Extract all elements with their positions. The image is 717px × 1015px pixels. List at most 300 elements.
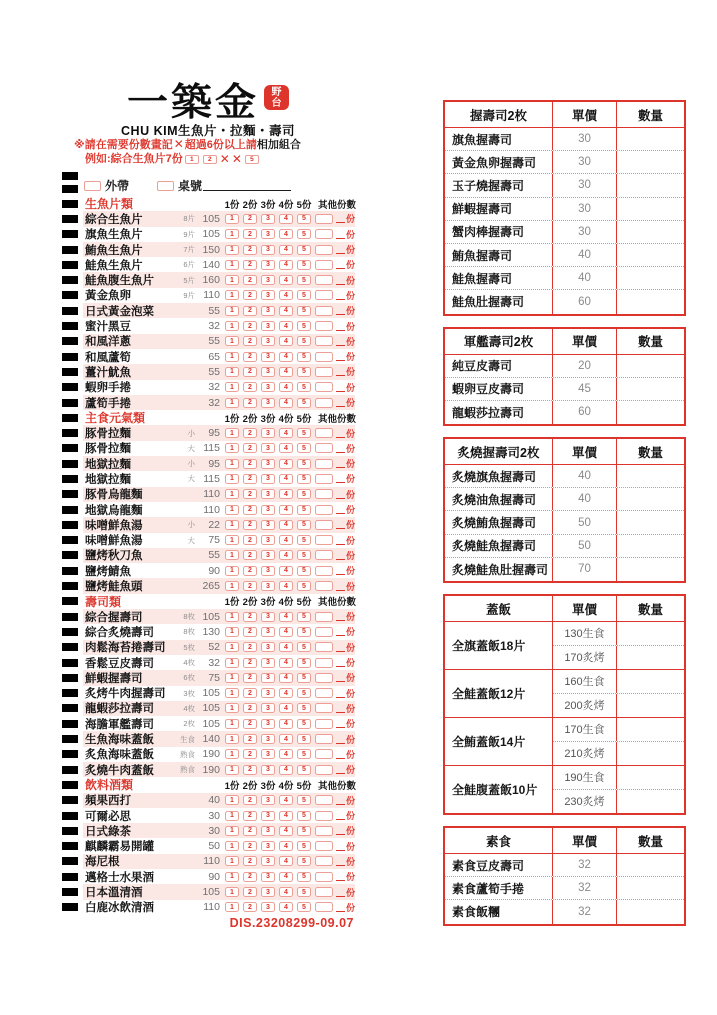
other-portion-input[interactable] xyxy=(336,536,345,545)
other-portion-input[interactable] xyxy=(336,643,345,652)
portion-box-other[interactable] xyxy=(315,443,333,453)
portion-box-4[interactable]: 4 xyxy=(279,443,293,453)
portion-box-4[interactable]: 4 xyxy=(279,321,293,331)
portion-box-3[interactable]: 3 xyxy=(261,428,275,438)
other-portion-input[interactable] xyxy=(336,765,345,774)
portion-box-2[interactable]: 2 xyxy=(243,382,257,392)
portion-box-4[interactable]: 4 xyxy=(279,382,293,392)
portion-box-5[interactable]: 5 xyxy=(297,749,311,759)
other-portion-input[interactable] xyxy=(336,490,345,499)
portion-box-4[interactable]: 4 xyxy=(279,428,293,438)
portion-box-5[interactable]: 5 xyxy=(297,535,311,545)
portion-box-other[interactable] xyxy=(315,382,333,392)
portion-box-3[interactable]: 3 xyxy=(261,627,275,637)
portion-box-5[interactable]: 5 xyxy=(297,688,311,698)
portion-box-3[interactable]: 3 xyxy=(261,275,275,285)
portion-box-4[interactable]: 4 xyxy=(279,459,293,469)
portion-box-5[interactable]: 5 xyxy=(297,841,311,851)
other-portion-input[interactable] xyxy=(336,658,345,667)
other-portion-input[interactable] xyxy=(336,750,345,759)
portion-box-3[interactable]: 3 xyxy=(261,306,275,316)
portion-box-5[interactable]: 5 xyxy=(297,719,311,729)
portion-box-1[interactable]: 1 xyxy=(225,520,239,530)
portion-box-2[interactable]: 2 xyxy=(243,505,257,515)
portion-box-other[interactable] xyxy=(315,688,333,698)
portion-box-1[interactable]: 1 xyxy=(225,275,239,285)
quantity-cell[interactable] xyxy=(617,790,684,814)
portion-box-4[interactable]: 4 xyxy=(279,550,293,560)
portion-box-1[interactable]: 1 xyxy=(225,260,239,270)
quantity-cell[interactable] xyxy=(617,535,684,557)
portion-box-other[interactable] xyxy=(315,550,333,560)
portion-box-other[interactable] xyxy=(315,229,333,239)
portion-box-5[interactable]: 5 xyxy=(297,336,311,346)
portion-box-2[interactable]: 2 xyxy=(243,459,257,469)
other-portion-input[interactable] xyxy=(336,857,345,866)
portion-box-other[interactable] xyxy=(315,428,333,438)
portion-box-5[interactable]: 5 xyxy=(297,734,311,744)
portion-box-2[interactable]: 2 xyxy=(243,872,257,882)
portion-box-1[interactable]: 1 xyxy=(225,474,239,484)
portion-box-5[interactable]: 5 xyxy=(297,367,311,377)
quantity-cell[interactable] xyxy=(617,718,684,741)
portion-box-3[interactable]: 3 xyxy=(261,382,275,392)
portion-box-3[interactable]: 3 xyxy=(261,550,275,560)
portion-box-2[interactable]: 2 xyxy=(243,290,257,300)
portion-box-2[interactable]: 2 xyxy=(243,535,257,545)
portion-box-4[interactable]: 4 xyxy=(279,688,293,698)
portion-box-other[interactable] xyxy=(315,749,333,759)
portion-box-other[interactable] xyxy=(315,719,333,729)
portion-box-4[interactable]: 4 xyxy=(279,627,293,637)
portion-box-4[interactable]: 4 xyxy=(279,245,293,255)
quantity-cell[interactable] xyxy=(617,854,684,876)
portion-box-2[interactable]: 2 xyxy=(243,826,257,836)
portion-box-2[interactable]: 2 xyxy=(243,902,257,912)
other-portion-input[interactable] xyxy=(336,872,345,881)
portion-box-other[interactable] xyxy=(315,275,333,285)
portion-box-other[interactable] xyxy=(315,290,333,300)
portion-box-2[interactable]: 2 xyxy=(243,275,257,285)
quantity-cell[interactable] xyxy=(617,488,684,510)
portion-box-1[interactable]: 1 xyxy=(225,872,239,882)
portion-box-1[interactable]: 1 xyxy=(225,214,239,224)
portion-box-5[interactable]: 5 xyxy=(297,566,311,576)
portion-box-3[interactable]: 3 xyxy=(261,765,275,775)
portion-box-4[interactable]: 4 xyxy=(279,703,293,713)
portion-box-1[interactable]: 1 xyxy=(225,688,239,698)
portion-box-1[interactable]: 1 xyxy=(225,765,239,775)
portion-box-5[interactable]: 5 xyxy=(297,795,311,805)
takeout-checkbox[interactable] xyxy=(84,181,101,191)
portion-box-other[interactable] xyxy=(315,505,333,515)
portion-box-3[interactable]: 3 xyxy=(261,505,275,515)
other-portion-input[interactable] xyxy=(336,260,345,269)
portion-box-4[interactable]: 4 xyxy=(279,566,293,576)
portion-box-3[interactable]: 3 xyxy=(261,811,275,821)
portion-box-4[interactable]: 4 xyxy=(279,214,293,224)
portion-box-2[interactable]: 2 xyxy=(243,398,257,408)
portion-box-5[interactable]: 5 xyxy=(297,612,311,622)
portion-box-3[interactable]: 3 xyxy=(261,688,275,698)
portion-box-2[interactable]: 2 xyxy=(243,229,257,239)
portion-box-4[interactable]: 4 xyxy=(279,719,293,729)
portion-box-other[interactable] xyxy=(315,306,333,316)
other-portion-input[interactable] xyxy=(336,230,345,239)
portion-box-4[interactable]: 4 xyxy=(279,734,293,744)
portion-box-1[interactable]: 1 xyxy=(225,703,239,713)
quantity-cell[interactable] xyxy=(617,290,684,313)
portion-box-1[interactable]: 1 xyxy=(225,321,239,331)
portion-box-other[interactable] xyxy=(315,535,333,545)
portion-box-5[interactable]: 5 xyxy=(297,887,311,897)
other-portion-input[interactable] xyxy=(336,398,345,407)
portion-box-1[interactable]: 1 xyxy=(225,398,239,408)
portion-box-3[interactable]: 3 xyxy=(261,535,275,545)
portion-box-5[interactable]: 5 xyxy=(297,658,311,668)
portion-box-5[interactable]: 5 xyxy=(297,474,311,484)
portion-box-other[interactable] xyxy=(315,703,333,713)
other-portion-input[interactable] xyxy=(336,612,345,621)
other-portion-input[interactable] xyxy=(336,903,345,912)
portion-box-other[interactable] xyxy=(315,260,333,270)
portion-box-2[interactable]: 2 xyxy=(243,795,257,805)
portion-box-2[interactable]: 2 xyxy=(243,887,257,897)
quantity-cell[interactable] xyxy=(617,244,684,266)
portion-box-4[interactable]: 4 xyxy=(279,856,293,866)
portion-box-3[interactable]: 3 xyxy=(261,398,275,408)
portion-box-2[interactable]: 2 xyxy=(243,367,257,377)
portion-box-other[interactable] xyxy=(315,673,333,683)
portion-box-1[interactable]: 1 xyxy=(225,489,239,499)
portion-box-1[interactable]: 1 xyxy=(225,229,239,239)
portion-box-1[interactable]: 1 xyxy=(225,505,239,515)
portion-box-1[interactable]: 1 xyxy=(225,535,239,545)
other-portion-input[interactable] xyxy=(336,474,345,483)
portion-box-5[interactable]: 5 xyxy=(297,673,311,683)
portion-box-3[interactable]: 3 xyxy=(261,459,275,469)
portion-box-2[interactable]: 2 xyxy=(243,658,257,668)
portion-box-1[interactable]: 1 xyxy=(225,367,239,377)
portion-box-4[interactable]: 4 xyxy=(279,290,293,300)
portion-box-5[interactable]: 5 xyxy=(297,229,311,239)
portion-box-5[interactable]: 5 xyxy=(297,443,311,453)
portion-box-other[interactable] xyxy=(315,367,333,377)
portion-box-2[interactable]: 2 xyxy=(243,811,257,821)
portion-box-4[interactable]: 4 xyxy=(279,535,293,545)
other-portion-input[interactable] xyxy=(336,627,345,636)
portion-box-5[interactable]: 5 xyxy=(297,214,311,224)
portion-box-2[interactable]: 2 xyxy=(243,321,257,331)
portion-box-3[interactable]: 3 xyxy=(261,229,275,239)
other-portion-input[interactable] xyxy=(336,520,345,529)
portion-box-1[interactable]: 1 xyxy=(225,566,239,576)
quantity-cell[interactable] xyxy=(617,646,684,670)
portion-box-2[interactable]: 2 xyxy=(243,856,257,866)
portion-box-4[interactable]: 4 xyxy=(279,505,293,515)
quantity-cell[interactable] xyxy=(617,355,684,377)
portion-box-1[interactable]: 1 xyxy=(225,749,239,759)
portion-box-2[interactable]: 2 xyxy=(243,642,257,652)
portion-box-5[interactable]: 5 xyxy=(297,811,311,821)
portion-box-2[interactable]: 2 xyxy=(243,581,257,591)
portion-box-other[interactable] xyxy=(315,245,333,255)
portion-box-4[interactable]: 4 xyxy=(279,275,293,285)
portion-box-3[interactable]: 3 xyxy=(261,367,275,377)
other-portion-input[interactable] xyxy=(336,735,345,744)
portion-box-other[interactable] xyxy=(315,336,333,346)
portion-box-5[interactable]: 5 xyxy=(297,826,311,836)
portion-box-other[interactable] xyxy=(315,566,333,576)
other-portion-input[interactable] xyxy=(336,719,345,728)
portion-box-2[interactable]: 2 xyxy=(243,734,257,744)
other-portion-input[interactable] xyxy=(336,673,345,682)
portion-box-2[interactable]: 2 xyxy=(243,703,257,713)
portion-box-other[interactable] xyxy=(315,765,333,775)
portion-box-2[interactable]: 2 xyxy=(243,749,257,759)
portion-box-other[interactable] xyxy=(315,474,333,484)
other-portion-input[interactable] xyxy=(336,367,345,376)
portion-box-5[interactable]: 5 xyxy=(297,321,311,331)
portion-box-1[interactable]: 1 xyxy=(225,826,239,836)
quantity-cell[interactable] xyxy=(617,900,684,923)
portion-box-other[interactable] xyxy=(315,398,333,408)
other-portion-input[interactable] xyxy=(336,444,345,453)
portion-box-5[interactable]: 5 xyxy=(297,703,311,713)
other-portion-input[interactable] xyxy=(336,214,345,223)
portion-box-5[interactable]: 5 xyxy=(297,872,311,882)
portion-box-4[interactable]: 4 xyxy=(279,612,293,622)
portion-box-3[interactable]: 3 xyxy=(261,489,275,499)
portion-box-2[interactable]: 2 xyxy=(243,260,257,270)
table-number-checkbox[interactable] xyxy=(157,181,174,191)
other-portion-input[interactable] xyxy=(336,689,345,698)
portion-box-4[interactable]: 4 xyxy=(279,352,293,362)
portion-box-1[interactable]: 1 xyxy=(225,306,239,316)
portion-box-1[interactable]: 1 xyxy=(225,856,239,866)
portion-box-other[interactable] xyxy=(315,520,333,530)
portion-box-3[interactable]: 3 xyxy=(261,795,275,805)
portion-box-1[interactable]: 1 xyxy=(225,336,239,346)
portion-box-other[interactable] xyxy=(315,321,333,331)
table-number-input[interactable] xyxy=(203,180,291,191)
portion-box-other[interactable] xyxy=(315,459,333,469)
portion-box-2[interactable]: 2 xyxy=(243,336,257,346)
portion-box-1[interactable]: 1 xyxy=(225,719,239,729)
portion-box-4[interactable]: 4 xyxy=(279,306,293,316)
portion-box-2[interactable]: 2 xyxy=(243,352,257,362)
portion-box-1[interactable]: 1 xyxy=(225,795,239,805)
other-portion-input[interactable] xyxy=(336,582,345,591)
portion-box-2[interactable]: 2 xyxy=(243,520,257,530)
portion-box-other[interactable] xyxy=(315,352,333,362)
other-portion-input[interactable] xyxy=(336,826,345,835)
portion-box-4[interactable]: 4 xyxy=(279,260,293,270)
portion-box-3[interactable]: 3 xyxy=(261,856,275,866)
portion-box-2[interactable]: 2 xyxy=(243,550,257,560)
portion-box-4[interactable]: 4 xyxy=(279,642,293,652)
portion-box-1[interactable]: 1 xyxy=(225,459,239,469)
other-portion-input[interactable] xyxy=(336,245,345,254)
portion-box-other[interactable] xyxy=(315,627,333,637)
portion-box-5[interactable]: 5 xyxy=(297,275,311,285)
portion-box-other[interactable] xyxy=(315,841,333,851)
other-portion-input[interactable] xyxy=(336,842,345,851)
quantity-cell[interactable] xyxy=(617,267,684,289)
portion-box-3[interactable]: 3 xyxy=(261,214,275,224)
portion-box-2[interactable]: 2 xyxy=(243,489,257,499)
portion-box-4[interactable]: 4 xyxy=(279,658,293,668)
portion-box-1[interactable]: 1 xyxy=(225,658,239,668)
quantity-cell[interactable] xyxy=(617,622,684,645)
portion-box-3[interactable]: 3 xyxy=(261,520,275,530)
portion-box-3[interactable]: 3 xyxy=(261,321,275,331)
portion-box-3[interactable]: 3 xyxy=(261,336,275,346)
portion-box-5[interactable]: 5 xyxy=(297,260,311,270)
portion-box-3[interactable]: 3 xyxy=(261,581,275,591)
portion-box-3[interactable]: 3 xyxy=(261,872,275,882)
portion-box-1[interactable]: 1 xyxy=(225,245,239,255)
quantity-cell[interactable] xyxy=(617,766,684,789)
portion-box-5[interactable]: 5 xyxy=(297,505,311,515)
other-portion-input[interactable] xyxy=(336,704,345,713)
portion-box-other[interactable] xyxy=(315,734,333,744)
other-portion-input[interactable] xyxy=(336,811,345,820)
quantity-cell[interactable] xyxy=(617,465,684,487)
portion-box-other[interactable] xyxy=(315,811,333,821)
portion-box-1[interactable]: 1 xyxy=(225,673,239,683)
portion-box-4[interactable]: 4 xyxy=(279,581,293,591)
portion-box-other[interactable] xyxy=(315,658,333,668)
portion-box-3[interactable]: 3 xyxy=(261,290,275,300)
portion-box-2[interactable]: 2 xyxy=(243,688,257,698)
portion-box-3[interactable]: 3 xyxy=(261,673,275,683)
other-portion-input[interactable] xyxy=(336,429,345,438)
portion-box-other[interactable] xyxy=(315,581,333,591)
portion-box-2[interactable]: 2 xyxy=(243,765,257,775)
portion-box-5[interactable]: 5 xyxy=(297,489,311,499)
portion-box-4[interactable]: 4 xyxy=(279,887,293,897)
other-portion-input[interactable] xyxy=(336,322,345,331)
portion-box-other[interactable] xyxy=(315,826,333,836)
portion-box-1[interactable]: 1 xyxy=(225,581,239,591)
portion-box-4[interactable]: 4 xyxy=(279,872,293,882)
portion-box-other[interactable] xyxy=(315,902,333,912)
portion-box-2[interactable]: 2 xyxy=(243,443,257,453)
portion-box-1[interactable]: 1 xyxy=(225,550,239,560)
portion-box-3[interactable]: 3 xyxy=(261,566,275,576)
quantity-cell[interactable] xyxy=(617,401,684,424)
quantity-cell[interactable] xyxy=(617,198,684,220)
other-portion-input[interactable] xyxy=(336,551,345,560)
portion-box-3[interactable]: 3 xyxy=(261,642,275,652)
portion-box-other[interactable] xyxy=(315,489,333,499)
portion-box-3[interactable]: 3 xyxy=(261,902,275,912)
portion-box-2[interactable]: 2 xyxy=(243,673,257,683)
portion-box-other[interactable] xyxy=(315,214,333,224)
other-portion-input[interactable] xyxy=(336,505,345,514)
portion-box-3[interactable]: 3 xyxy=(261,612,275,622)
portion-box-4[interactable]: 4 xyxy=(279,765,293,775)
portion-box-5[interactable]: 5 xyxy=(297,459,311,469)
portion-box-1[interactable]: 1 xyxy=(225,734,239,744)
portion-box-other[interactable] xyxy=(315,612,333,622)
portion-box-1[interactable]: 1 xyxy=(225,902,239,912)
portion-box-1[interactable]: 1 xyxy=(225,612,239,622)
other-portion-input[interactable] xyxy=(336,566,345,575)
portion-box-4[interactable]: 4 xyxy=(279,749,293,759)
portion-box-1[interactable]: 1 xyxy=(225,428,239,438)
portion-box-3[interactable]: 3 xyxy=(261,658,275,668)
portion-box-1[interactable]: 1 xyxy=(225,811,239,821)
other-portion-input[interactable] xyxy=(336,276,345,285)
portion-box-5[interactable]: 5 xyxy=(297,290,311,300)
portion-box-3[interactable]: 3 xyxy=(261,841,275,851)
quantity-cell[interactable] xyxy=(617,558,684,581)
portion-box-2[interactable]: 2 xyxy=(243,627,257,637)
portion-box-4[interactable]: 4 xyxy=(279,474,293,484)
portion-box-5[interactable]: 5 xyxy=(297,581,311,591)
portion-box-4[interactable]: 4 xyxy=(279,229,293,239)
portion-box-1[interactable]: 1 xyxy=(225,382,239,392)
portion-box-4[interactable]: 4 xyxy=(279,336,293,346)
portion-box-5[interactable]: 5 xyxy=(297,642,311,652)
portion-box-5[interactable]: 5 xyxy=(297,352,311,362)
quantity-cell[interactable] xyxy=(617,128,684,150)
portion-box-1[interactable]: 1 xyxy=(225,627,239,637)
portion-box-2[interactable]: 2 xyxy=(243,428,257,438)
other-portion-input[interactable] xyxy=(336,459,345,468)
portion-box-2[interactable]: 2 xyxy=(243,245,257,255)
portion-box-1[interactable]: 1 xyxy=(225,443,239,453)
portion-box-5[interactable]: 5 xyxy=(297,306,311,316)
other-portion-input[interactable] xyxy=(336,306,345,315)
portion-box-other[interactable] xyxy=(315,887,333,897)
portion-box-2[interactable]: 2 xyxy=(243,566,257,576)
portion-box-4[interactable]: 4 xyxy=(279,398,293,408)
other-portion-input[interactable] xyxy=(336,352,345,361)
portion-box-5[interactable]: 5 xyxy=(297,765,311,775)
portion-box-4[interactable]: 4 xyxy=(279,902,293,912)
other-portion-input[interactable] xyxy=(336,291,345,300)
portion-box-5[interactable]: 5 xyxy=(297,627,311,637)
portion-box-2[interactable]: 2 xyxy=(243,474,257,484)
portion-box-3[interactable]: 3 xyxy=(261,749,275,759)
portion-box-3[interactable]: 3 xyxy=(261,734,275,744)
other-portion-input[interactable] xyxy=(336,337,345,346)
portion-box-4[interactable]: 4 xyxy=(279,367,293,377)
portion-box-3[interactable]: 3 xyxy=(261,719,275,729)
other-portion-input[interactable] xyxy=(336,796,345,805)
quantity-cell[interactable] xyxy=(617,511,684,533)
portion-box-5[interactable]: 5 xyxy=(297,382,311,392)
portion-box-1[interactable]: 1 xyxy=(225,290,239,300)
portion-box-5[interactable]: 5 xyxy=(297,550,311,560)
quantity-cell[interactable] xyxy=(617,378,684,400)
other-portion-input[interactable] xyxy=(336,383,345,392)
portion-box-5[interactable]: 5 xyxy=(297,428,311,438)
portion-box-4[interactable]: 4 xyxy=(279,811,293,821)
portion-box-3[interactable]: 3 xyxy=(261,474,275,484)
portion-box-other[interactable] xyxy=(315,872,333,882)
portion-box-2[interactable]: 2 xyxy=(243,612,257,622)
portion-box-3[interactable]: 3 xyxy=(261,245,275,255)
portion-box-other[interactable] xyxy=(315,856,333,866)
portion-box-4[interactable]: 4 xyxy=(279,520,293,530)
quantity-cell[interactable] xyxy=(617,742,684,766)
portion-box-5[interactable]: 5 xyxy=(297,902,311,912)
portion-box-4[interactable]: 4 xyxy=(279,841,293,851)
